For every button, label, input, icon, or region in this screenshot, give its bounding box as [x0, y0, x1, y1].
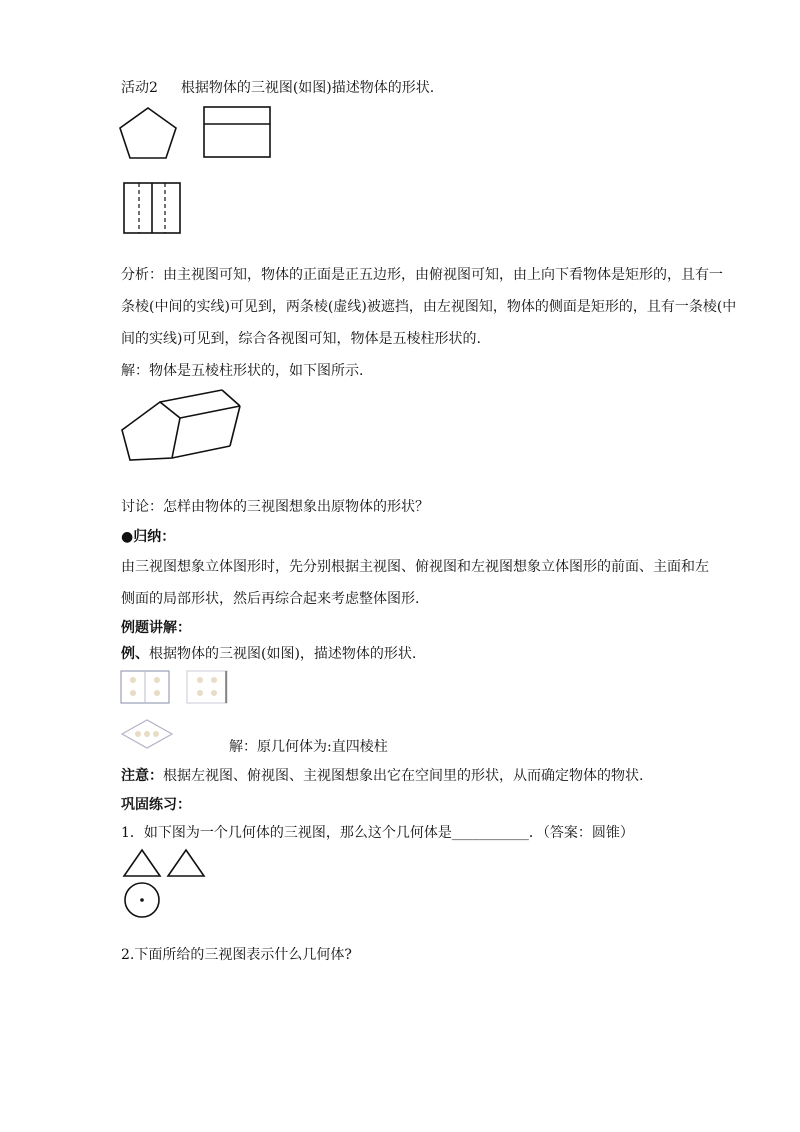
example-heading: 例题讲解：: [121, 620, 191, 636]
analysis-line-3: 间的实线)可见到，综合各视图可知，物体是五棱柱形状的.: [121, 331, 481, 347]
example-top-view-rhombus: [120, 718, 174, 750]
activity-label: 活动2: [121, 80, 158, 96]
summary-line-2: 侧面的局部形状，然后再综合起来考虑整体图形.: [121, 591, 420, 607]
activity-prompt: 根据物体的三视图(如图)描述物体的形状.: [180, 80, 435, 96]
summary-heading: ●归纳：: [121, 529, 176, 545]
side-view-rectangle: [122, 180, 184, 236]
example-prompt: 根据物体的三视图(如图)，描述物体的形状.: [149, 646, 417, 662]
top-view-rectangle: [202, 104, 274, 160]
cone-top-view: [122, 882, 166, 918]
note-line: [121, 767, 643, 785]
cone-side-view: [166, 848, 210, 880]
example-side-view: [186, 670, 230, 704]
example-answer: 解：原几何体为:直四棱柱: [229, 739, 388, 755]
example-label: 例、: [121, 646, 149, 662]
practice-heading: 巩固练习：: [121, 797, 191, 813]
pentagonal-prism-figure: [118, 386, 268, 476]
note-text: 根据左视图、俯视图、主视图想象出它在空间里的形状，从而确定物体的物状.: [163, 768, 644, 784]
analysis-line-2: 条棱(中间的实线)可见到，两条棱(虚线)被遮挡，由左视图知，物体的侧面是矩形的，且有一条棱(中: [121, 299, 737, 315]
analysis-line-1: 分析：由主视图可知，物体的正面是正五边形，由俯视图可知，由上向下看物体是矩形的，且有一: [121, 267, 723, 283]
example-front-view: [120, 670, 172, 704]
note-label: 注意：: [121, 768, 163, 784]
summary-line-1: 由三视图想象立体图形时，先分别根据主视图、俯视图和左视图想象立体图形的前面、主面和左: [121, 559, 709, 575]
cone-front-view: [122, 848, 166, 880]
front-view-pentagon: [118, 104, 184, 164]
solution-1: 解：物体是五棱柱形状的，如下图所示.: [121, 363, 364, 379]
discussion: 讨论：怎样由物体的三视图想象出原物体的形状？: [121, 499, 429, 515]
example-prompt-line: [121, 645, 416, 663]
activity-title: [121, 79, 434, 97]
practice-question-2: 2.下面所给的三视图表示什么几何体?: [121, 947, 352, 963]
practice-question-1: 1．如下图为一个几何体的三视图，那么这个几何体是___________．（答案：圆锥）: [121, 825, 634, 841]
